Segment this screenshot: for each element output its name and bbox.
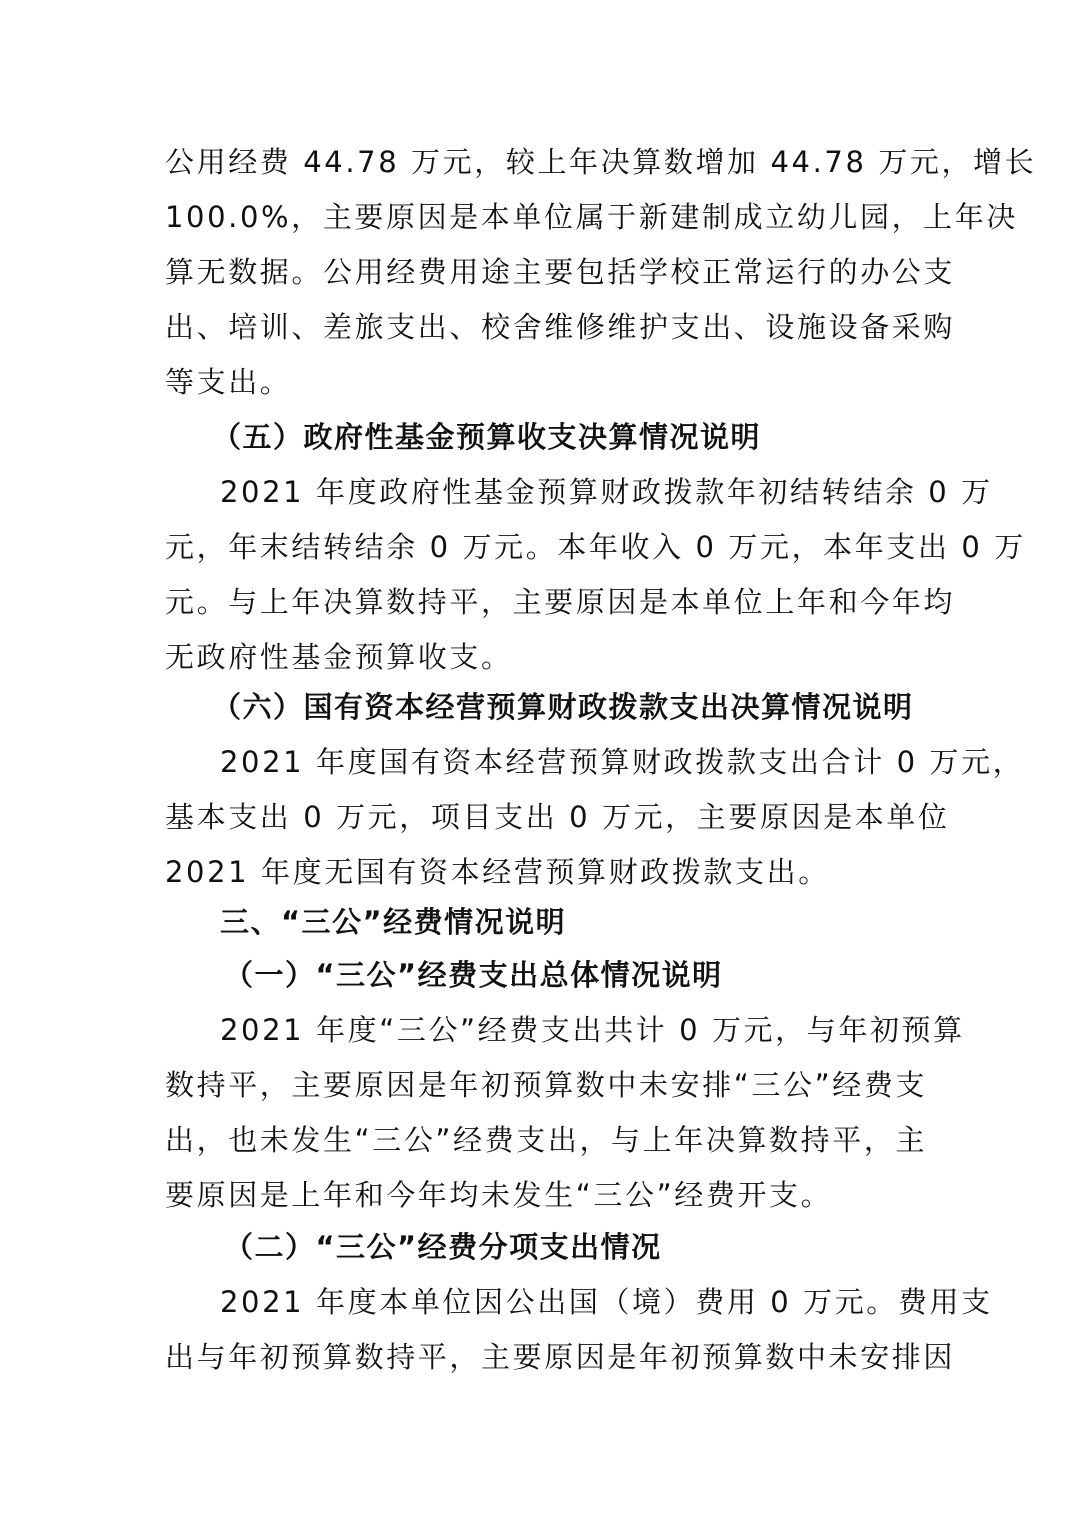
paragraph-line: 公用经费 44.78 万元，较上年决算数增加 44.78 万元，增长 — [165, 145, 1037, 179]
paragraph-line: 算无数据。公用经费用途主要包括学校正常运行的办公支 — [165, 255, 956, 289]
paragraph-line: 2021 年度本单位因公出国（境）费用 0 万元。费用支 — [220, 1285, 993, 1319]
paragraph-line: 2021 年度国有资本经营预算财政拨款支出合计 0 万元， — [220, 745, 1025, 779]
paragraph-line: 基本支出 0 万元，项目支出 0 万元，主要原因是本单位 — [165, 800, 950, 834]
paragraph-line: 要原因是上年和今年均未发生“三公”经费开支。 — [165, 1178, 833, 1212]
paragraph-line: 出与年初预算数持平，主要原因是年初预算数中未安排因 — [165, 1340, 956, 1374]
paragraph-line: 100.0%，主要原因是本单位属于新建制成立幼儿园，上年决 — [165, 200, 1018, 234]
section-heading-6: （六）国有资本经营预算财政拨款支出决算情况说明 — [212, 690, 914, 724]
paragraph-line: 等支出。 — [165, 365, 292, 399]
chapter-heading-3: 三、“三公”经费情况说明 — [220, 905, 567, 939]
paragraph-line: 元。与上年决算数持平，主要原因是本单位上年和今年均 — [165, 585, 956, 619]
paragraph-line: 2021 年度政府性基金预算财政拨款年初结转结余 0 万 — [220, 475, 993, 509]
paragraph-line: 2021 年度无国有资本经营预算财政拨款支出。 — [165, 855, 830, 889]
paragraph-line: 出，也未发生“三公”经费支出，与上年决算数持平，主 — [165, 1123, 928, 1157]
paragraph-line: 数持平，主要原因是年初预算数中未安排“三公”经费支 — [165, 1068, 928, 1102]
paragraph-line: 出、培训、差旅支出、校舍维修维护支出、设施设备采购 — [165, 310, 956, 344]
section-heading-2: （二）“三公”经费分项支出情况 — [224, 1230, 662, 1264]
section-heading-1: （一）“三公”经费支出总体情况说明 — [224, 958, 723, 992]
paragraph-line: 无政府性基金预算收支。 — [165, 640, 513, 674]
paragraph-line: 元，年末结转结余 0 万元。本年收入 0 万元，本年支出 0 万 — [165, 530, 1026, 564]
section-heading-5: （五）政府性基金预算收支决算情况说明 — [212, 420, 762, 454]
paragraph-line: 2021 年度“三公”经费支出共计 0 万元，与年初预算 — [220, 1013, 965, 1047]
